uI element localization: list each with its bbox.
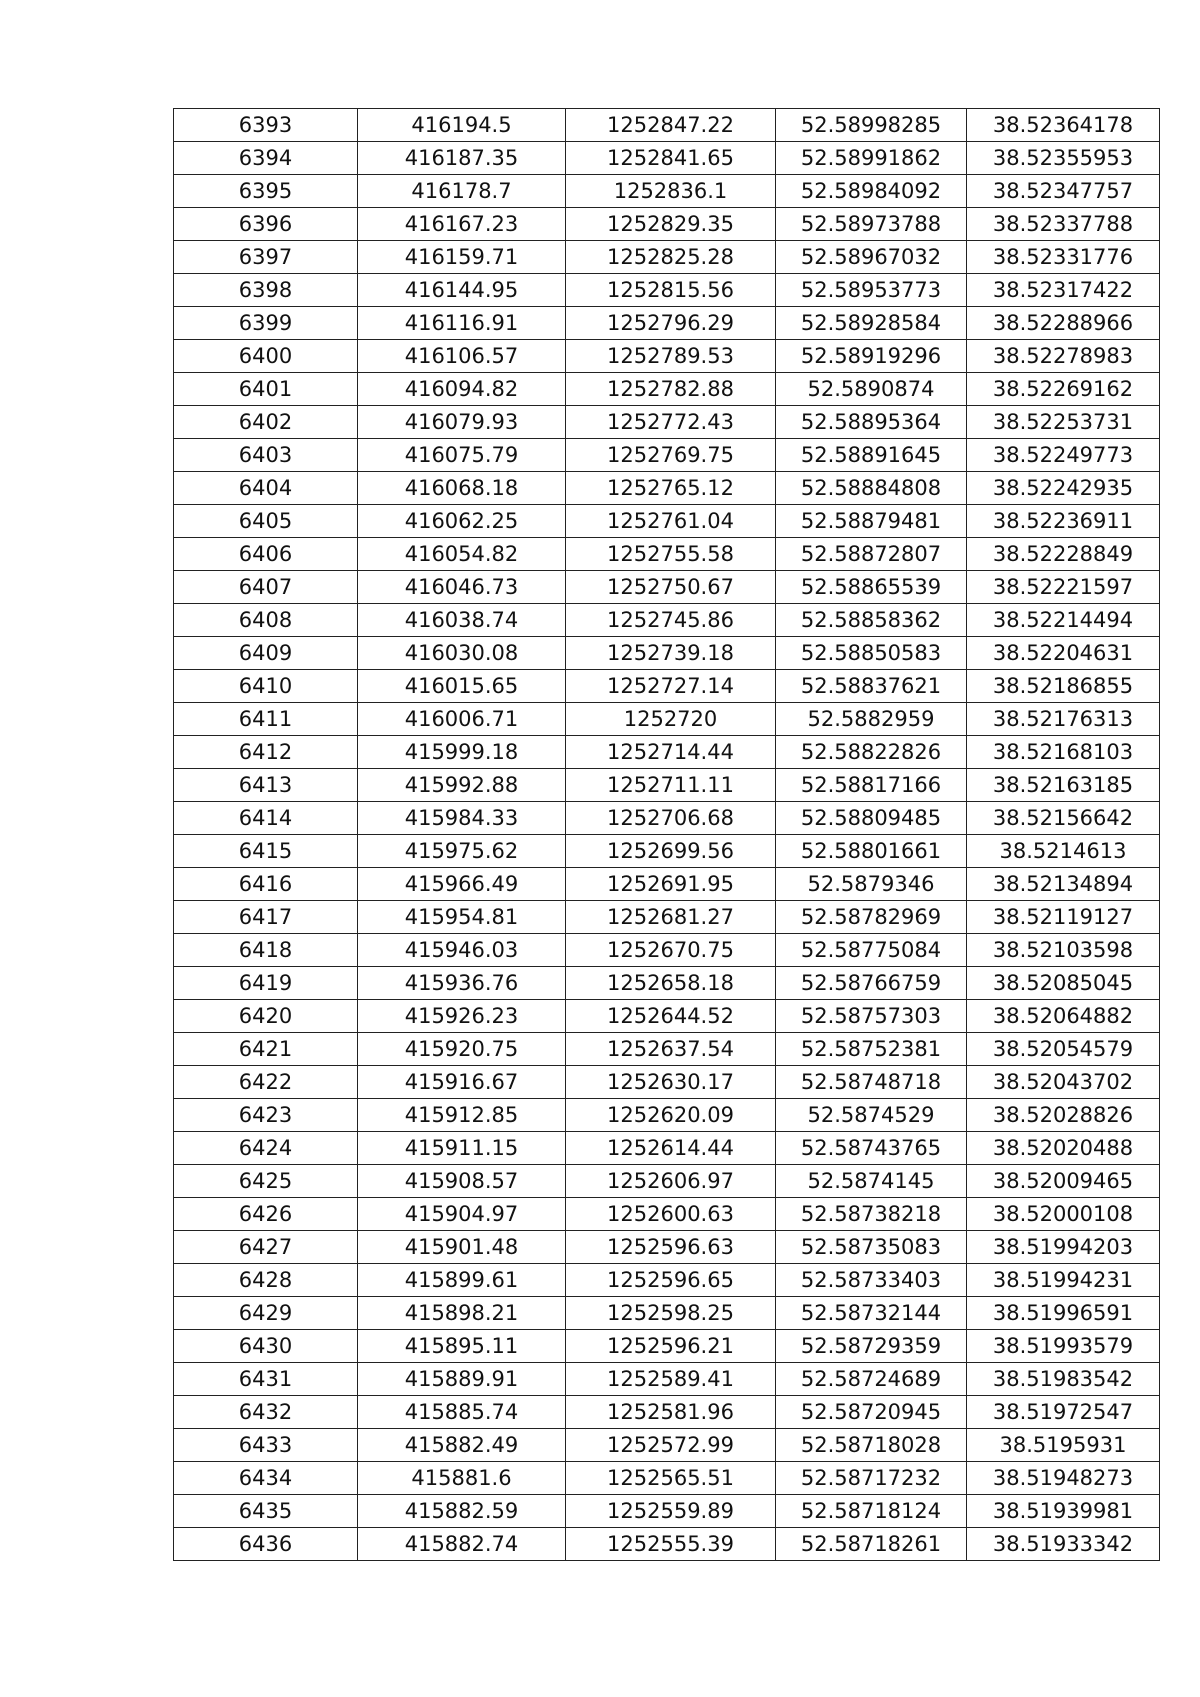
cell-x-coordinate: 416194.5 xyxy=(358,109,566,142)
table-row xyxy=(174,1066,1160,1099)
cell-y-coordinate: 1252620.09 xyxy=(566,1099,776,1132)
cell-y-coordinate: 1252745.86 xyxy=(566,604,776,637)
cell-y-coordinate: 1252596.21 xyxy=(566,1330,776,1363)
cell-point-number: 6406 xyxy=(174,538,358,571)
cell-point-number: 6402 xyxy=(174,406,358,439)
cell-point-number: 6428 xyxy=(174,1264,358,1297)
cell-point-number: 6418 xyxy=(174,934,358,967)
table-row xyxy=(174,1198,1160,1231)
cell-latitude: 52.58919296 xyxy=(776,340,967,373)
cell-point-number: 6404 xyxy=(174,472,358,505)
cell-longitude: 38.51983542 xyxy=(967,1363,1160,1396)
cell-point-number: 6395 xyxy=(174,175,358,208)
cell-point-number: 6429 xyxy=(174,1297,358,1330)
table-row xyxy=(174,307,1160,340)
cell-latitude: 52.58724689 xyxy=(776,1363,967,1396)
cell-latitude: 52.58850583 xyxy=(776,637,967,670)
cell-y-coordinate: 1252796.29 xyxy=(566,307,776,340)
cell-latitude: 52.58732144 xyxy=(776,1297,967,1330)
cell-longitude: 38.51993579 xyxy=(967,1330,1160,1363)
cell-longitude: 38.52156642 xyxy=(967,802,1160,835)
cell-y-coordinate: 1252555.39 xyxy=(566,1528,776,1561)
cell-x-coordinate: 416075.79 xyxy=(358,439,566,472)
cell-latitude: 52.58752381 xyxy=(776,1033,967,1066)
cell-x-coordinate: 416178.7 xyxy=(358,175,566,208)
cell-latitude: 52.58928584 xyxy=(776,307,967,340)
cell-latitude: 52.58735083 xyxy=(776,1231,967,1264)
cell-x-coordinate: 416144.95 xyxy=(358,274,566,307)
cell-longitude: 38.52331776 xyxy=(967,241,1160,274)
cell-y-coordinate: 1252841.65 xyxy=(566,142,776,175)
cell-longitude: 38.5195931 xyxy=(967,1429,1160,1462)
cell-point-number: 6433 xyxy=(174,1429,358,1462)
cell-longitude: 38.52236911 xyxy=(967,505,1160,538)
cell-point-number: 6426 xyxy=(174,1198,358,1231)
cell-point-number: 6401 xyxy=(174,373,358,406)
table-row xyxy=(174,175,1160,208)
cell-y-coordinate: 1252711.11 xyxy=(566,769,776,802)
cell-longitude: 38.52054579 xyxy=(967,1033,1160,1066)
table-row xyxy=(174,934,1160,967)
cell-y-coordinate: 1252606.97 xyxy=(566,1165,776,1198)
table-row xyxy=(174,1165,1160,1198)
cell-longitude: 38.51972547 xyxy=(967,1396,1160,1429)
table-row xyxy=(174,901,1160,934)
cell-longitude: 38.52269162 xyxy=(967,373,1160,406)
cell-longitude: 38.52242935 xyxy=(967,472,1160,505)
cell-x-coordinate: 415908.57 xyxy=(358,1165,566,1198)
cell-x-coordinate: 415975.62 xyxy=(358,835,566,868)
table-row xyxy=(174,1297,1160,1330)
table-row xyxy=(174,802,1160,835)
cell-point-number: 6435 xyxy=(174,1495,358,1528)
cell-x-coordinate: 416159.71 xyxy=(358,241,566,274)
cell-x-coordinate: 415881.6 xyxy=(358,1462,566,1495)
cell-longitude: 38.52214494 xyxy=(967,604,1160,637)
cell-latitude: 52.58891645 xyxy=(776,439,967,472)
cell-x-coordinate: 416030.08 xyxy=(358,637,566,670)
cell-y-coordinate: 1252765.12 xyxy=(566,472,776,505)
cell-longitude: 38.52163185 xyxy=(967,769,1160,802)
cell-longitude: 38.51996591 xyxy=(967,1297,1160,1330)
cell-longitude: 38.52204631 xyxy=(967,637,1160,670)
cell-x-coordinate: 415901.48 xyxy=(358,1231,566,1264)
cell-y-coordinate: 1252658.18 xyxy=(566,967,776,1000)
cell-longitude: 38.52134894 xyxy=(967,868,1160,901)
cell-x-coordinate: 415882.59 xyxy=(358,1495,566,1528)
cell-x-coordinate: 415992.88 xyxy=(358,769,566,802)
table-row xyxy=(174,274,1160,307)
table-row xyxy=(174,208,1160,241)
cell-y-coordinate: 1252727.14 xyxy=(566,670,776,703)
cell-latitude: 52.58822826 xyxy=(776,736,967,769)
cell-x-coordinate: 415926.23 xyxy=(358,1000,566,1033)
cell-latitude: 52.58766759 xyxy=(776,967,967,1000)
cell-y-coordinate: 1252761.04 xyxy=(566,505,776,538)
cell-latitude: 52.58738218 xyxy=(776,1198,967,1231)
cell-x-coordinate: 416187.35 xyxy=(358,142,566,175)
table-row xyxy=(174,1528,1160,1561)
cell-longitude: 38.52337788 xyxy=(967,208,1160,241)
cell-latitude: 52.5882959 xyxy=(776,703,967,736)
table-row xyxy=(174,1429,1160,1462)
cell-point-number: 6399 xyxy=(174,307,358,340)
cell-latitude: 52.5874529 xyxy=(776,1099,967,1132)
cell-longitude: 38.52253731 xyxy=(967,406,1160,439)
cell-longitude: 38.52186855 xyxy=(967,670,1160,703)
cell-x-coordinate: 415946.03 xyxy=(358,934,566,967)
cell-y-coordinate: 1252782.88 xyxy=(566,373,776,406)
coordinate-table xyxy=(173,108,1160,1561)
table-row xyxy=(174,538,1160,571)
cell-x-coordinate: 415999.18 xyxy=(358,736,566,769)
cell-x-coordinate: 415911.15 xyxy=(358,1132,566,1165)
cell-x-coordinate: 415889.91 xyxy=(358,1363,566,1396)
cell-point-number: 6419 xyxy=(174,967,358,1000)
cell-x-coordinate: 415882.74 xyxy=(358,1528,566,1561)
cell-x-coordinate: 415912.85 xyxy=(358,1099,566,1132)
cell-x-coordinate: 416116.91 xyxy=(358,307,566,340)
table-row xyxy=(174,1099,1160,1132)
cell-point-number: 6422 xyxy=(174,1066,358,1099)
cell-x-coordinate: 415904.97 xyxy=(358,1198,566,1231)
cell-point-number: 6430 xyxy=(174,1330,358,1363)
cell-longitude: 38.52355953 xyxy=(967,142,1160,175)
cell-x-coordinate: 415916.67 xyxy=(358,1066,566,1099)
cell-x-coordinate: 416094.82 xyxy=(358,373,566,406)
cell-latitude: 52.58718261 xyxy=(776,1528,967,1561)
table-row xyxy=(174,1462,1160,1495)
table-row xyxy=(174,1330,1160,1363)
cell-longitude: 38.52278983 xyxy=(967,340,1160,373)
cell-y-coordinate: 1252772.43 xyxy=(566,406,776,439)
cell-latitude: 52.58782969 xyxy=(776,901,967,934)
cell-longitude: 38.52364178 xyxy=(967,109,1160,142)
table-row xyxy=(174,1264,1160,1297)
cell-x-coordinate: 416068.18 xyxy=(358,472,566,505)
cell-y-coordinate: 1252789.53 xyxy=(566,340,776,373)
cell-longitude: 38.52221597 xyxy=(967,571,1160,604)
table-row xyxy=(174,967,1160,1000)
cell-y-coordinate: 1252847.22 xyxy=(566,109,776,142)
cell-longitude: 38.52020488 xyxy=(967,1132,1160,1165)
cell-latitude: 52.58720945 xyxy=(776,1396,967,1429)
cell-point-number: 6397 xyxy=(174,241,358,274)
table-row xyxy=(174,340,1160,373)
table-row xyxy=(174,769,1160,802)
table-row xyxy=(174,439,1160,472)
cell-y-coordinate: 1252581.96 xyxy=(566,1396,776,1429)
cell-point-number: 6407 xyxy=(174,571,358,604)
cell-y-coordinate: 1252589.41 xyxy=(566,1363,776,1396)
cell-latitude: 52.5879346 xyxy=(776,868,967,901)
cell-longitude: 38.52347757 xyxy=(967,175,1160,208)
cell-y-coordinate: 1252600.63 xyxy=(566,1198,776,1231)
cell-latitude: 52.58895364 xyxy=(776,406,967,439)
cell-point-number: 6420 xyxy=(174,1000,358,1033)
cell-y-coordinate: 1252598.25 xyxy=(566,1297,776,1330)
cell-y-coordinate: 1252706.68 xyxy=(566,802,776,835)
cell-longitude: 38.52288966 xyxy=(967,307,1160,340)
cell-latitude: 52.58743765 xyxy=(776,1132,967,1165)
cell-longitude: 38.51994231 xyxy=(967,1264,1160,1297)
cell-x-coordinate: 416038.74 xyxy=(358,604,566,637)
cell-latitude: 52.5874145 xyxy=(776,1165,967,1198)
cell-longitude: 38.51933342 xyxy=(967,1528,1160,1561)
table-row xyxy=(174,736,1160,769)
cell-latitude: 52.58967032 xyxy=(776,241,967,274)
cell-longitude: 38.52176313 xyxy=(967,703,1160,736)
cell-x-coordinate: 415920.75 xyxy=(358,1033,566,1066)
cell-x-coordinate: 416106.57 xyxy=(358,340,566,373)
cell-x-coordinate: 416062.25 xyxy=(358,505,566,538)
cell-latitude: 52.58733403 xyxy=(776,1264,967,1297)
cell-y-coordinate: 1252596.63 xyxy=(566,1231,776,1264)
table-row xyxy=(174,373,1160,406)
table-row xyxy=(174,1132,1160,1165)
table-row xyxy=(174,142,1160,175)
cell-longitude: 38.52249773 xyxy=(967,439,1160,472)
cell-x-coordinate: 415966.49 xyxy=(358,868,566,901)
cell-point-number: 6405 xyxy=(174,505,358,538)
cell-point-number: 6393 xyxy=(174,109,358,142)
cell-point-number: 6432 xyxy=(174,1396,358,1429)
cell-point-number: 6396 xyxy=(174,208,358,241)
cell-point-number: 6413 xyxy=(174,769,358,802)
cell-x-coordinate: 416054.82 xyxy=(358,538,566,571)
cell-latitude: 52.58718028 xyxy=(776,1429,967,1462)
cell-longitude: 38.52000108 xyxy=(967,1198,1160,1231)
table-row xyxy=(174,604,1160,637)
cell-y-coordinate: 1252637.54 xyxy=(566,1033,776,1066)
cell-y-coordinate: 1252720 xyxy=(566,703,776,736)
cell-longitude: 38.52168103 xyxy=(967,736,1160,769)
cell-y-coordinate: 1252681.27 xyxy=(566,901,776,934)
cell-longitude: 38.52103598 xyxy=(967,934,1160,967)
cell-y-coordinate: 1252714.44 xyxy=(566,736,776,769)
cell-y-coordinate: 1252699.56 xyxy=(566,835,776,868)
cell-point-number: 6417 xyxy=(174,901,358,934)
cell-point-number: 6415 xyxy=(174,835,358,868)
coordinate-table-body xyxy=(174,109,1160,1561)
table-row xyxy=(174,703,1160,736)
cell-longitude: 38.51994203 xyxy=(967,1231,1160,1264)
cell-latitude: 52.58991862 xyxy=(776,142,967,175)
cell-y-coordinate: 1252644.52 xyxy=(566,1000,776,1033)
cell-y-coordinate: 1252691.95 xyxy=(566,868,776,901)
cell-latitude: 52.58837621 xyxy=(776,670,967,703)
cell-point-number: 6436 xyxy=(174,1528,358,1561)
cell-latitude: 52.58953773 xyxy=(776,274,967,307)
cell-latitude: 52.5890874 xyxy=(776,373,967,406)
cell-y-coordinate: 1252829.35 xyxy=(566,208,776,241)
cell-latitude: 52.58858362 xyxy=(776,604,967,637)
table-row xyxy=(174,109,1160,142)
cell-latitude: 52.58757303 xyxy=(776,1000,967,1033)
cell-x-coordinate: 416079.93 xyxy=(358,406,566,439)
cell-longitude: 38.51948273 xyxy=(967,1462,1160,1495)
cell-x-coordinate: 415899.61 xyxy=(358,1264,566,1297)
cell-point-number: 6425 xyxy=(174,1165,358,1198)
cell-latitude: 52.58809485 xyxy=(776,802,967,835)
cell-longitude: 38.52228849 xyxy=(967,538,1160,571)
cell-y-coordinate: 1252769.75 xyxy=(566,439,776,472)
cell-point-number: 6427 xyxy=(174,1231,358,1264)
cell-latitude: 52.58973788 xyxy=(776,208,967,241)
cell-point-number: 6410 xyxy=(174,670,358,703)
table-row xyxy=(174,835,1160,868)
cell-point-number: 6423 xyxy=(174,1099,358,1132)
cell-latitude: 52.58984092 xyxy=(776,175,967,208)
cell-latitude: 52.58884808 xyxy=(776,472,967,505)
cell-x-coordinate: 415898.21 xyxy=(358,1297,566,1330)
cell-point-number: 6408 xyxy=(174,604,358,637)
cell-point-number: 6411 xyxy=(174,703,358,736)
cell-latitude: 52.58872807 xyxy=(776,538,967,571)
cell-latitude: 52.58748718 xyxy=(776,1066,967,1099)
cell-y-coordinate: 1252670.75 xyxy=(566,934,776,967)
cell-point-number: 6416 xyxy=(174,868,358,901)
cell-longitude: 38.52064882 xyxy=(967,1000,1160,1033)
cell-latitude: 52.58865539 xyxy=(776,571,967,604)
cell-latitude: 52.58801661 xyxy=(776,835,967,868)
table-row xyxy=(174,241,1160,274)
cell-latitude: 52.58817166 xyxy=(776,769,967,802)
cell-x-coordinate: 415885.74 xyxy=(358,1396,566,1429)
cell-x-coordinate: 416167.23 xyxy=(358,208,566,241)
table-row xyxy=(174,637,1160,670)
cell-y-coordinate: 1252559.89 xyxy=(566,1495,776,1528)
cell-longitude: 38.52009465 xyxy=(967,1165,1160,1198)
cell-y-coordinate: 1252825.28 xyxy=(566,241,776,274)
table-row xyxy=(174,1033,1160,1066)
cell-longitude: 38.52317422 xyxy=(967,274,1160,307)
cell-latitude: 52.58879481 xyxy=(776,505,967,538)
table-row xyxy=(174,505,1160,538)
cell-y-coordinate: 1252565.51 xyxy=(566,1462,776,1495)
cell-point-number: 6409 xyxy=(174,637,358,670)
cell-y-coordinate: 1252815.56 xyxy=(566,274,776,307)
cell-point-number: 6424 xyxy=(174,1132,358,1165)
cell-x-coordinate: 415895.11 xyxy=(358,1330,566,1363)
table-row xyxy=(174,472,1160,505)
cell-longitude: 38.52085045 xyxy=(967,967,1160,1000)
table-row xyxy=(174,1231,1160,1264)
cell-point-number: 6400 xyxy=(174,340,358,373)
cell-point-number: 6434 xyxy=(174,1462,358,1495)
cell-y-coordinate: 1252836.1 xyxy=(566,175,776,208)
table-row xyxy=(174,670,1160,703)
table-row xyxy=(174,868,1160,901)
cell-longitude: 38.52119127 xyxy=(967,901,1160,934)
table-row xyxy=(174,1363,1160,1396)
cell-latitude: 52.58717232 xyxy=(776,1462,967,1495)
cell-x-coordinate: 416046.73 xyxy=(358,571,566,604)
cell-y-coordinate: 1252750.67 xyxy=(566,571,776,604)
table-row xyxy=(174,571,1160,604)
cell-x-coordinate: 415984.33 xyxy=(358,802,566,835)
cell-point-number: 6412 xyxy=(174,736,358,769)
cell-point-number: 6421 xyxy=(174,1033,358,1066)
cell-y-coordinate: 1252739.18 xyxy=(566,637,776,670)
cell-point-number: 6394 xyxy=(174,142,358,175)
cell-x-coordinate: 415936.76 xyxy=(358,967,566,1000)
cell-longitude: 38.51939981 xyxy=(967,1495,1160,1528)
table-row xyxy=(174,1396,1160,1429)
cell-latitude: 52.58729359 xyxy=(776,1330,967,1363)
cell-latitude: 52.58998285 xyxy=(776,109,967,142)
cell-y-coordinate: 1252596.65 xyxy=(566,1264,776,1297)
cell-y-coordinate: 1252755.58 xyxy=(566,538,776,571)
cell-longitude: 38.52043702 xyxy=(967,1066,1160,1099)
cell-longitude: 38.5214613 xyxy=(967,835,1160,868)
cell-x-coordinate: 415954.81 xyxy=(358,901,566,934)
cell-longitude: 38.52028826 xyxy=(967,1099,1160,1132)
cell-point-number: 6431 xyxy=(174,1363,358,1396)
cell-y-coordinate: 1252614.44 xyxy=(566,1132,776,1165)
cell-point-number: 6403 xyxy=(174,439,358,472)
cell-x-coordinate: 416015.65 xyxy=(358,670,566,703)
cell-latitude: 52.58775084 xyxy=(776,934,967,967)
table-row xyxy=(174,406,1160,439)
cell-x-coordinate: 415882.49 xyxy=(358,1429,566,1462)
cell-y-coordinate: 1252630.17 xyxy=(566,1066,776,1099)
table-row xyxy=(174,1495,1160,1528)
cell-latitude: 52.58718124 xyxy=(776,1495,967,1528)
cell-point-number: 6414 xyxy=(174,802,358,835)
cell-x-coordinate: 416006.71 xyxy=(358,703,566,736)
cell-point-number: 6398 xyxy=(174,274,358,307)
table-row xyxy=(174,1000,1160,1033)
cell-y-coordinate: 1252572.99 xyxy=(566,1429,776,1462)
